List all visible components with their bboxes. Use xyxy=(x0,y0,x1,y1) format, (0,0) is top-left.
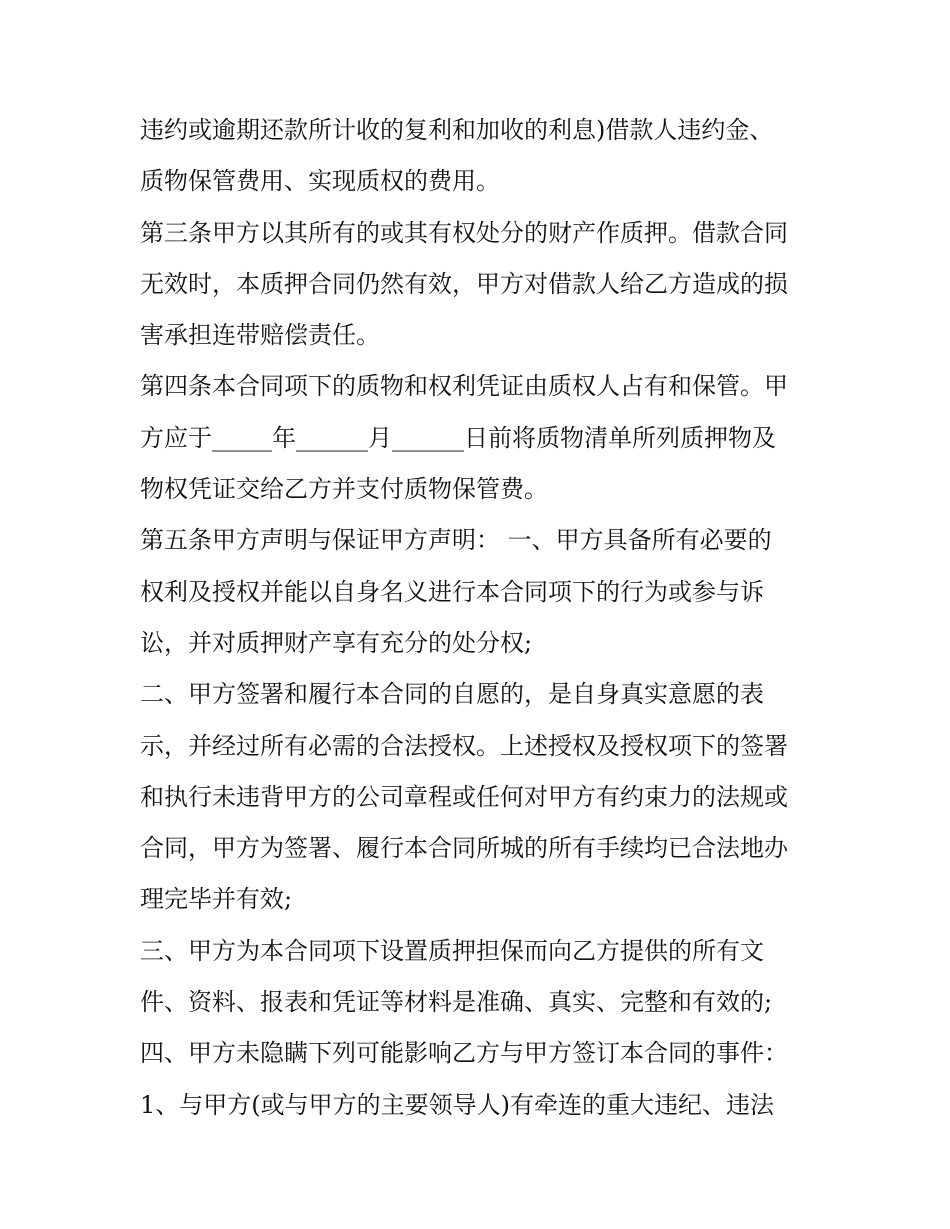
text-line: 第五条甲方声明与保证甲方声明： 一、甲方具备所有必要的 xyxy=(140,526,772,555)
text-line: 权利及授权并能以自身名义进行本合同项下的行为或参与诉 xyxy=(140,577,764,606)
text-line: 示，并经过所有必需的合法授权。上述授权及授权项下的签署 xyxy=(140,731,788,760)
text-line: 违约或逾期还款所计收的复利和加收的利息)借款人违约金、 xyxy=(140,116,774,144)
contract-text-body xyxy=(140,105,820,1131)
text-line: 四、甲方未隐瞒下列可能影响乙方与甲方签订本合同的事件： xyxy=(140,1039,788,1068)
text-line: 和执行未违背甲方的公司章程或任何对甲方有约束力的法规或 xyxy=(140,782,788,811)
text-line: 无效时，本质押合同仍然有效，甲方对借款人给乙方造成的损 xyxy=(140,269,788,298)
text-line: 第三条甲方以其所有的或其有权处分的财产作质押。借款合同 xyxy=(140,218,788,247)
text-line: 三、甲方为本合同项下设置质押担保而向乙方提供的所有文 xyxy=(140,936,764,965)
text-line: 物权凭证交给乙方并支付质物保管费。 xyxy=(140,475,548,504)
text-line: 害承担连带赔偿责任。 xyxy=(140,321,380,350)
text-line: 方应于_____年______月______日前将质物清单所列质押物及 xyxy=(140,423,776,452)
text-line: 质物保管费用、实现质权的费用。 xyxy=(140,167,500,196)
text-line: 1、与甲方(或与甲方的主要领导人)有牵连的重大违纪、违法 xyxy=(140,1090,774,1119)
text-line: 合同，甲方为签署、履行本合同所城的所有手续均已合法地办 xyxy=(140,834,788,863)
text-line: 第四条本合同项下的质物和权利凭证由质权人占有和保管。甲 xyxy=(140,372,788,401)
text-line: 理完毕并有效; xyxy=(140,885,293,914)
text-line: 件、资料、报表和凭证等材料是准确、真实、完整和有效的; xyxy=(140,988,773,1017)
text-line: 讼，并对质押财产享有充分的处分权; xyxy=(140,628,533,657)
text-line: 二、甲方签署和履行本合同的自愿的，是自身真实意愿的表 xyxy=(140,680,764,709)
